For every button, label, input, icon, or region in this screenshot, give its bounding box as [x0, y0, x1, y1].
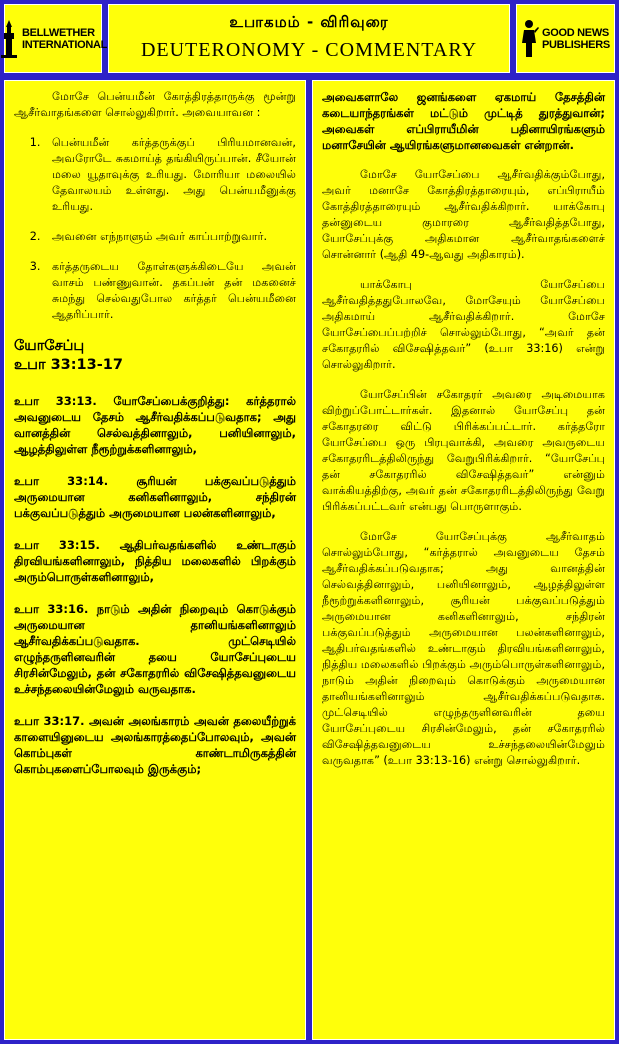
good-news-logo-text: GOOD NEWS PUBLISHERS [542, 26, 610, 51]
verse-paragraph: உபா 33:15. ஆதிபர்வதங்களில் உண்டாகும் திரவியங்களினாலும், நித்திய மலைகளில் பிறக்கும் அரும்பொருள்களினாலும், [14, 538, 296, 584]
verse-paragraph: உபா 33:17. அவன் அலங்காரம் அவன் தலையீற்றுக் காளையினுடைய அலங்காரத்தைப்போலவும், அவன் கொம்புகள் காண்டாமிருகத்தின் கொம்புகளைப்போலவும் இருக்கும்; [14, 714, 296, 776]
verse-continuation: அவைகளாலே ஜனங்களை ஏகமாய் தேசத்தின் கடையாந்தரங்கள் மட்டும் முட்டித் துரத்துவான்; அவைகள் எப்பிராயீமின் பதினாயிரங்களும் மனாசேயின் ஆயிரங்களுமானவைகள் என்றான். [322, 90, 605, 152]
bellwether-logo [4, 4, 108, 73]
list-item: 3. கர்த்தருடைய தோள்களுக்கிடையே அவன் வாசம் பண்ணுவான். தகப்பன் தன் மகனைச் சுமந்து செல்வதுபோல கர்த்தர் பென்யமீனை ஆதரிப்பார். [44, 259, 296, 323]
good-news-logo [516, 4, 615, 73]
blessing-list [14, 135, 296, 323]
list-item: 2. அவனை எந்நாளும் அவர் காப்பாற்றுவார். [44, 229, 296, 245]
verse-paragraph: உபா 33:14. சூரியன் பக்குவப்படுத்தும் அருமையான கனிகளினாலும், சந்திரன் பக்குவப்படுத்தும் அருமையான பலன்களினாலும், [14, 474, 296, 520]
page-header [108, 4, 510, 73]
commentary-paragraph: மோசே யோசேப்பை ஆசீர்வதிக்கும்போது, அவர் மனாசே கோத்திரத்தாரையும், எப்பிராயீம் கோத்திரத்தாரையும் ஆசீர்வதிக்கிறார். யாக்கோபு தன்னுடைய குமாரரை ஆசீர்வதித்தபோது, யோசேப்புக்கு அதிகமான ஆசீர்வாதங்களைச் சொன்னார் (ஆதி 49-ஆவது அதிகாரம்). [322, 168, 605, 261]
commentary-paragraph: யோசேப்பின் சகோதரர் அவரை அடிமையாக விற்றுப்போட்டார்கள். இதனால் யோசேப்பு தன் சகோதரரை விட்டு பிரிக்கப்பட்டார். கர்த்தரோ யோசேப்பை ஒரு பிரபுவாக்கி, அவரை அவருடைய சகோதரரிடத்திலிருந்து வேறுபிரிக்கிறார். “யோசேப்பு தன் சகோதரரில் விசேஷித்தவர்” என்னும் வாக்கியத்திற்கு, அவர் தன் சகோதரரிடத்திலிருந்து வேறு பிரிக்கப்பட்டவர் என்பது பொருளாகும். [322, 388, 605, 513]
bellwether-logo-text: BELLWETHER INTERNATIONAL [21, 26, 108, 51]
section-heading-name: யோசேப்பு [14, 338, 85, 354]
commentary-paragraph: மோசே யோசேப்புக்கு ஆசீர்வாதம் சொல்லும்போது, “கர்த்தரால் அவனுடைய தேசம் ஆசீர்வதிக்கப்படுவதாக; அது வானத்தின் செல்வத்தினாலும், பனியினாலும், ஆழத்திலுள்ள நீரூற்றுக்களினாலும், சூரியன் பக்குவப்படுத்தும் அருமையான கனிகளினாலும், சந்திரன் பக்குவப்படுத்தும் அருமையான பலன்களினாலும், ஆதிபர்வதங்களில் உண்டாகும் திரவியங்களினாலும், நித்திய மலைகளில் பிறக்கும் அரும்பொருள்களினாலும், நாடும் அதின் நிறைவும் கொடுக்கும் அருமையான தானியங்களினாலும் ஆசீர்வதிக்கப்படுவதாக. முட்செடியில் எழுந்தருளினவரின் தயை யோசேப்புடைய சிரசின்மேலும், தன் சகோதரரில் விசேஷித்தவனுடைய உச்சந்தலையின்மேலும் வருவதாக” (உபா 33:13-16) என்று சொல்லுகிறார். [322, 530, 605, 767]
commentary-paragraph: யாக்கோபு யோசேப்பை ஆசீர்வதித்ததுபோலவே, மோசேயும் யோசேப்பை அதிகமாய் ஆசீர்வதிக்கிறார். மோசே யோசேப்பைப்பற்றிச் சொல்லும்போது, “அவர் தன் சகோதரரில் விசேஷித்தவர்” (உபா 33:16) என்று சொல்லுகிறார். [322, 278, 605, 371]
title-english: DEUTERONOMY - COMMENTARY [140, 39, 478, 61]
section-heading-ref: உபா 33:13-17 [14, 357, 123, 373]
verse-paragraph: உபா 33:13. யோசேப்பைக்குறித்து: கர்த்தரால் அவனுடைய தேசம் ஆசீர்வதிக்கப்படுவதாக; அது வானத்தின் செல்வத்தினாலும், பனியினாலும், ஆழத்திலுள்ள நீரூற்றுக்களினாலும், [14, 394, 296, 456]
verse-paragraph: உபா 33:16. நாடும் அதின் நிறைவும் கொடுக்கும் அருமையான தானியங்களினாலும் ஆசீர்வதிக்கப்படுவதாக. முட்செடியில் எழுந்தருளினவரின் தயை யோசேப்புடைய சிரசின்மேலும், தன் சகோதரரில் விசேஷித்தவனுடைய உச்சந்தலையின்மேலும் வருவதாக. [14, 602, 296, 696]
bell-tower-icon [0, 19, 19, 59]
section-heading [14, 337, 296, 375]
left-column [4, 80, 306, 1040]
sower-figure-icon [519, 19, 539, 59]
right-column [312, 80, 615, 1040]
intro-paragraph: மோசே பென்யமீன் கோத்திரத்தாருக்கு மூன்று ஆசீர்வாதங்களை சொல்லுகிறார். அவையாவன : [14, 90, 296, 119]
list-item: 1. பென்யமீன் கர்த்தருக்குப் பிரியமானவன், அவரோடே சுகமாய்த் தங்கியிருப்பான். சீயோன் மலை யூதாவுக்கு உரியது. மோரியா மலையில் தேவாலயம் உள்ளது. அது பென்யமீனுக்கு உரியது. [44, 135, 296, 215]
title-tamil: உபாகமம் - விரிவுரை [229, 13, 389, 31]
